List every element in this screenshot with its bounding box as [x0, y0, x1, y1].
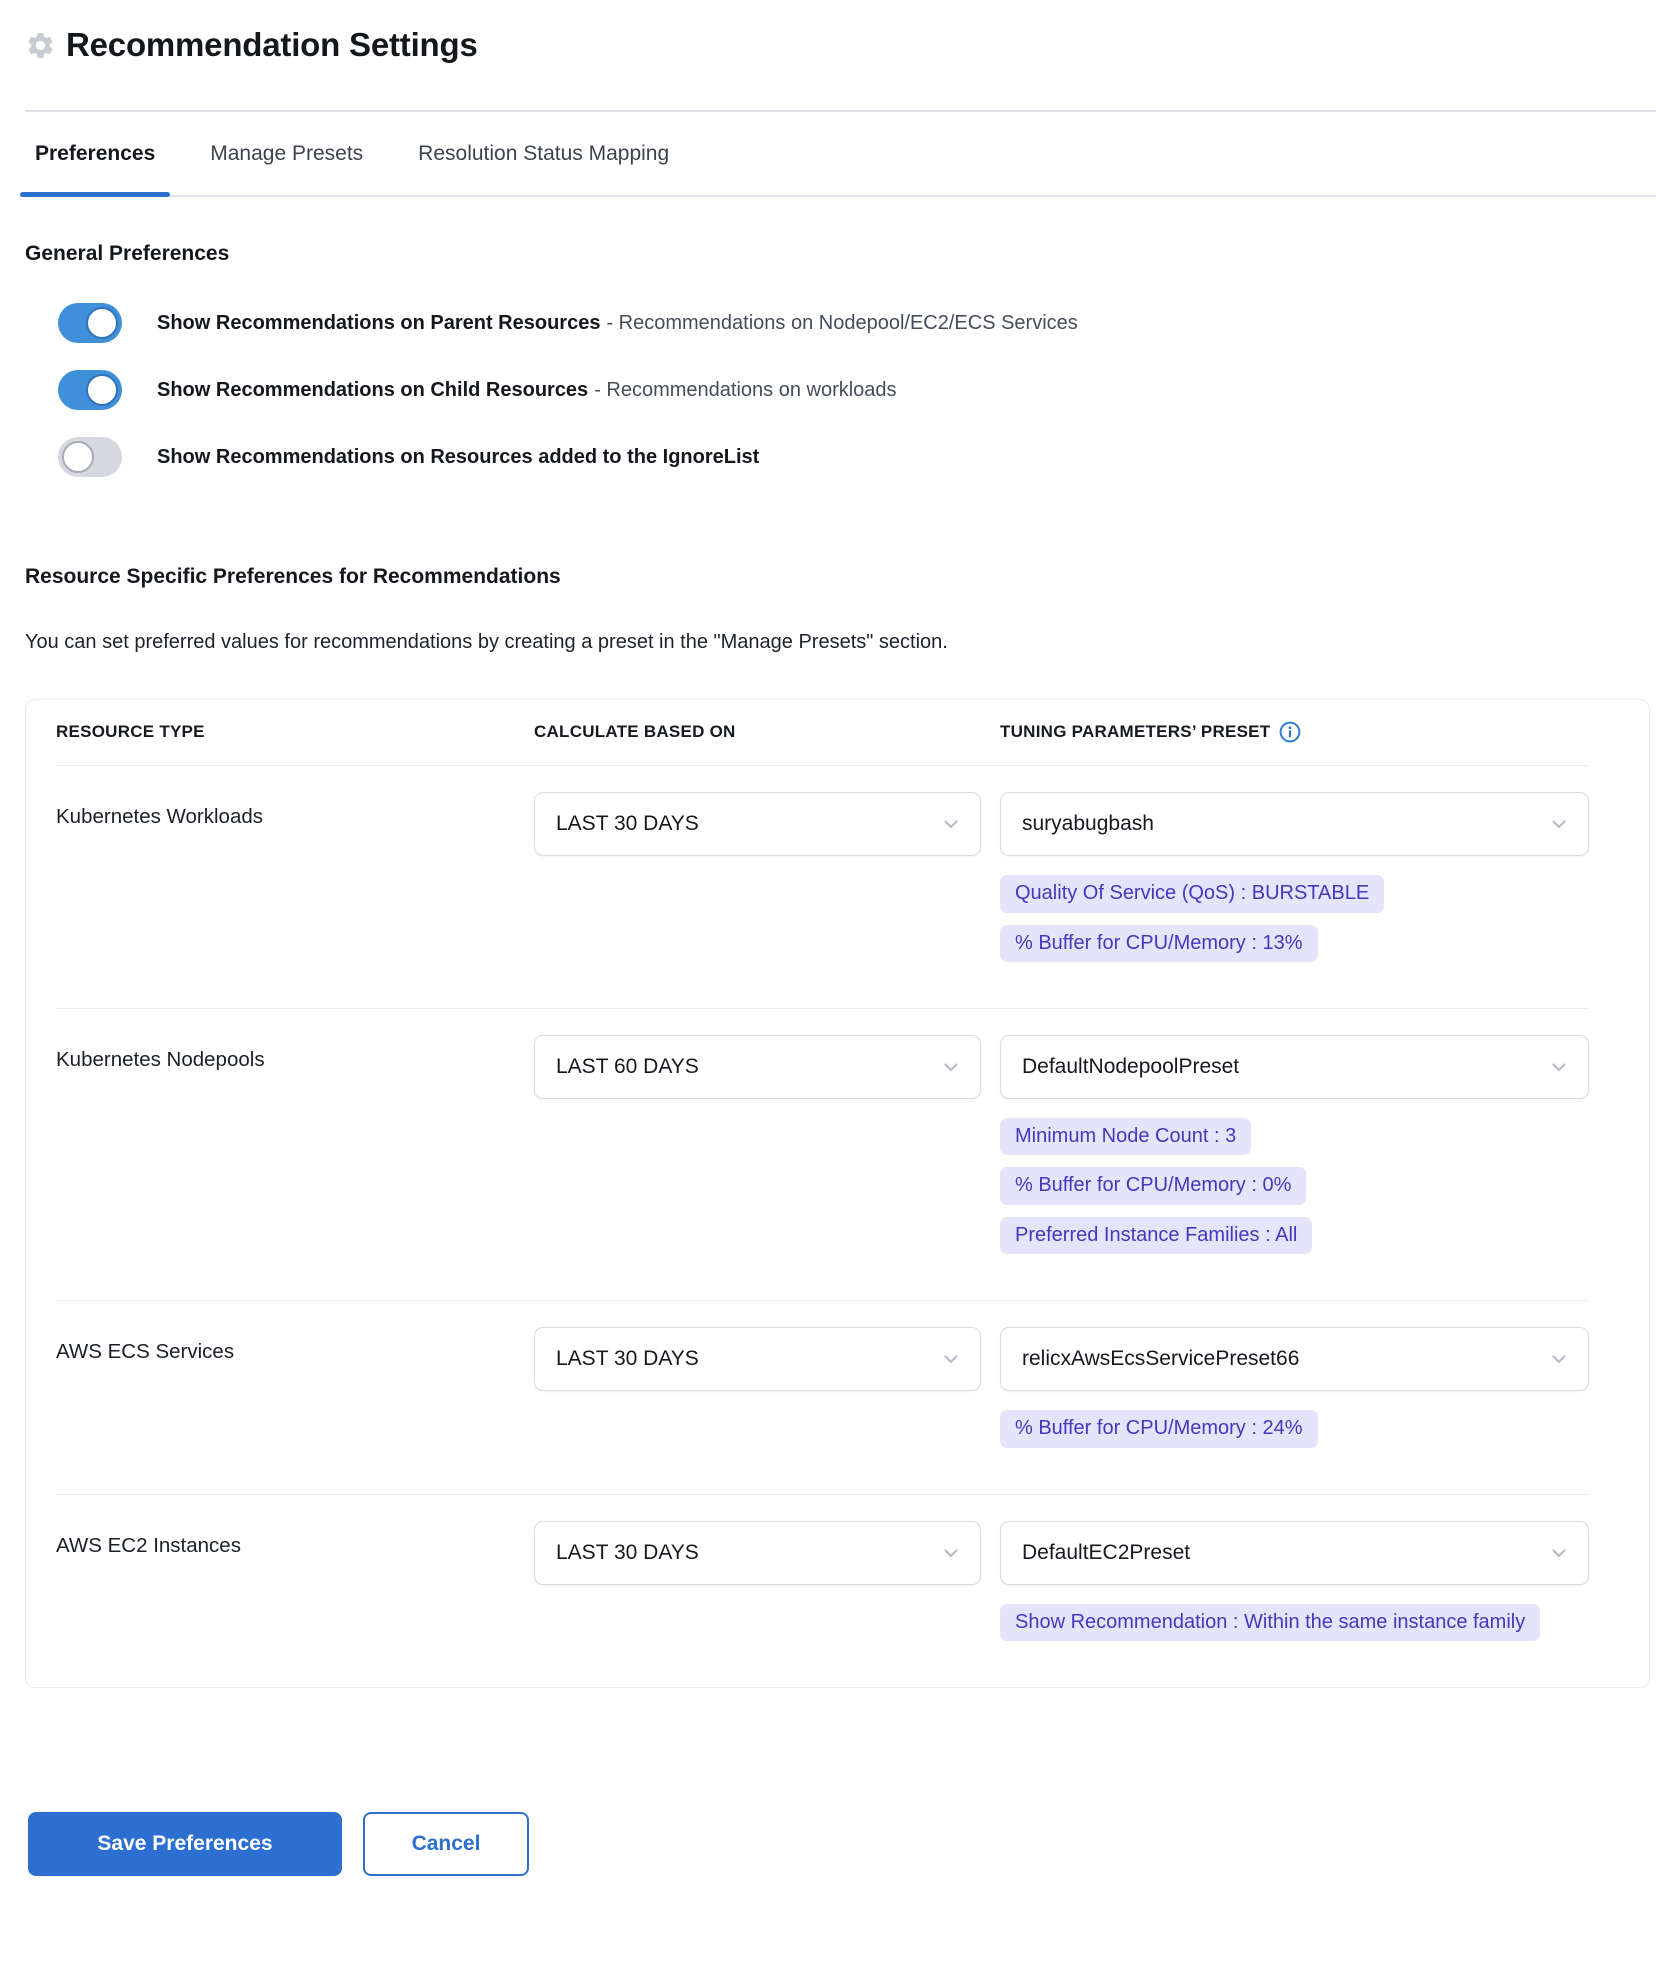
- tab-bar: [20, 112, 1656, 197]
- tab-resolution-status-mapping[interactable]: Resolution Status Mapping: [418, 141, 670, 165]
- preset-badges: [1000, 875, 1589, 962]
- chevron-down-icon: [1548, 1348, 1570, 1370]
- general-preferences-heading: General Preferences: [25, 242, 230, 265]
- toggle-label-text: Show Recommendations on Resources added to the IgnoreList: [157, 445, 760, 468]
- preset-badge: Quality Of Service (QoS) : BURSTABLE: [1000, 875, 1384, 912]
- preset-badge: % Buffer for CPU/Memory : 24%: [1000, 1410, 1318, 1447]
- toggle-label: [157, 377, 897, 404]
- table-row-aws-ecs-services: [56, 1300, 1589, 1493]
- selected-value: DefaultEC2Preset: [1022, 1540, 1191, 1564]
- toggle-label: [157, 310, 1078, 337]
- selected-value: DefaultNodepoolPreset: [1022, 1054, 1240, 1078]
- tab-preferences[interactable]: Preferences: [20, 112, 170, 195]
- gear-icon: [25, 30, 56, 61]
- toggle-label-text: Show Recommendations on Child Resources: [157, 378, 589, 401]
- selected-value: LAST 60 DAYS: [556, 1054, 699, 1078]
- preset-badge: Minimum Node Count : 3: [1000, 1118, 1251, 1155]
- column-header-tuning-preset-label: TUNING PARAMETERS’ PRESET: [1000, 722, 1271, 742]
- preset-cell: [1000, 792, 1589, 962]
- general-preferences-toggles: [25, 303, 1656, 477]
- preset-cell: [1000, 1521, 1589, 1641]
- preset-badges: [1000, 1604, 1589, 1641]
- chevron-down-icon: [940, 1348, 962, 1370]
- selected-value: LAST 30 DAYS: [556, 1347, 699, 1371]
- preset-cell: [1000, 1035, 1589, 1254]
- toggle-description: - Recommendations on workloads: [594, 378, 897, 401]
- preset-select[interactable]: [1000, 1521, 1589, 1585]
- page-title: Recommendation Settings: [66, 26, 478, 63]
- info-icon[interactable]: [1279, 721, 1301, 743]
- table-row-kubernetes-nodepools: [56, 1008, 1589, 1300]
- calculate-based-on-select[interactable]: [534, 1035, 981, 1099]
- chevron-down-icon: [940, 813, 962, 835]
- resource-preferences-heading: Resource Specific Preferences for Recommendations: [25, 565, 561, 589]
- chevron-down-icon: [940, 1056, 962, 1078]
- selected-value: LAST 30 DAYS: [556, 812, 699, 836]
- toggle-knob: [86, 307, 118, 339]
- parent-resources-toggle[interactable]: [58, 303, 122, 343]
- save-preferences-button[interactable]: Save Preferences: [28, 1812, 342, 1876]
- cancel-button[interactable]: Cancel: [363, 1812, 529, 1876]
- preset-select[interactable]: [1000, 1035, 1589, 1099]
- toggle-label: [157, 444, 759, 471]
- calculate-based-on-select[interactable]: [534, 1327, 981, 1391]
- ignorelist-resources-toggle[interactable]: [58, 437, 122, 477]
- toggle-label-text: Show Recommendations on Parent Resources: [157, 311, 601, 334]
- table-header-row: [56, 700, 1589, 766]
- preset-cell: [1000, 1327, 1589, 1447]
- resource-type-label: Kubernetes Workloads: [56, 805, 264, 829]
- toggle-description: - Recommendations on Nodepool/EC2/ECS Services: [606, 311, 1078, 334]
- column-header-resource-type: RESOURCE TYPE: [56, 722, 205, 742]
- chevron-down-icon: [1548, 1542, 1570, 1564]
- tab-manage-presets[interactable]: Manage Presets: [210, 141, 364, 165]
- preset-select[interactable]: [1000, 792, 1589, 856]
- chevron-down-icon: [1548, 1056, 1570, 1078]
- resource-preferences-table: [25, 699, 1650, 1688]
- calculate-based-on-cell: [534, 1521, 1000, 1641]
- table-row-kubernetes-workloads: [56, 766, 1589, 1008]
- calculate-based-on-select[interactable]: [534, 1521, 981, 1585]
- table-row-aws-ec2-instances: [56, 1494, 1589, 1687]
- child-resources-toggle[interactable]: [58, 370, 122, 410]
- resource-type-label: AWS ECS Services: [56, 1340, 235, 1364]
- calculate-based-on-cell: [534, 792, 1000, 962]
- resource-type-label: Kubernetes Nodepools: [56, 1047, 265, 1071]
- footer-actions: [25, 1812, 1656, 1876]
- resource-preferences-description: You can set preferred values for recommendations by creating a preset in the "Manage Presets" section.: [25, 631, 948, 654]
- preset-badges: [1000, 1410, 1589, 1447]
- selected-value: suryabugbash: [1022, 812, 1154, 836]
- toggle-knob: [86, 374, 118, 406]
- chevron-down-icon: [1548, 813, 1570, 835]
- preset-badge: % Buffer for CPU/Memory : 0%: [1000, 1167, 1306, 1204]
- calculate-based-on-cell: [534, 1327, 1000, 1447]
- preset-badges: [1000, 1118, 1589, 1254]
- calculate-based-on-cell: [534, 1035, 1000, 1254]
- toggle-row-child-resources: [25, 370, 1656, 410]
- toggle-row-parent-resources: [25, 303, 1656, 343]
- resource-type-label: AWS EC2 Instances: [56, 1533, 241, 1557]
- selected-value: LAST 30 DAYS: [556, 1540, 699, 1564]
- toggle-row-ignorelist-resources: [25, 437, 1656, 477]
- preset-badge: Show Recommendation : Within the same instance family: [1000, 1604, 1540, 1641]
- preset-select[interactable]: [1000, 1327, 1589, 1391]
- selected-value: relicxAwsEcsServicePreset66: [1022, 1347, 1300, 1371]
- column-header-tuning-preset: [1000, 721, 1589, 743]
- calculate-based-on-select[interactable]: [534, 792, 981, 856]
- preset-badge: Preferred Instance Families : All: [1000, 1217, 1312, 1254]
- chevron-down-icon: [940, 1542, 962, 1564]
- page-header: [25, 0, 1656, 64]
- toggle-knob: [62, 441, 94, 473]
- preset-badge: % Buffer for CPU/Memory : 13%: [1000, 925, 1318, 962]
- column-header-calculate-based-on: CALCULATE BASED ON: [534, 722, 736, 742]
